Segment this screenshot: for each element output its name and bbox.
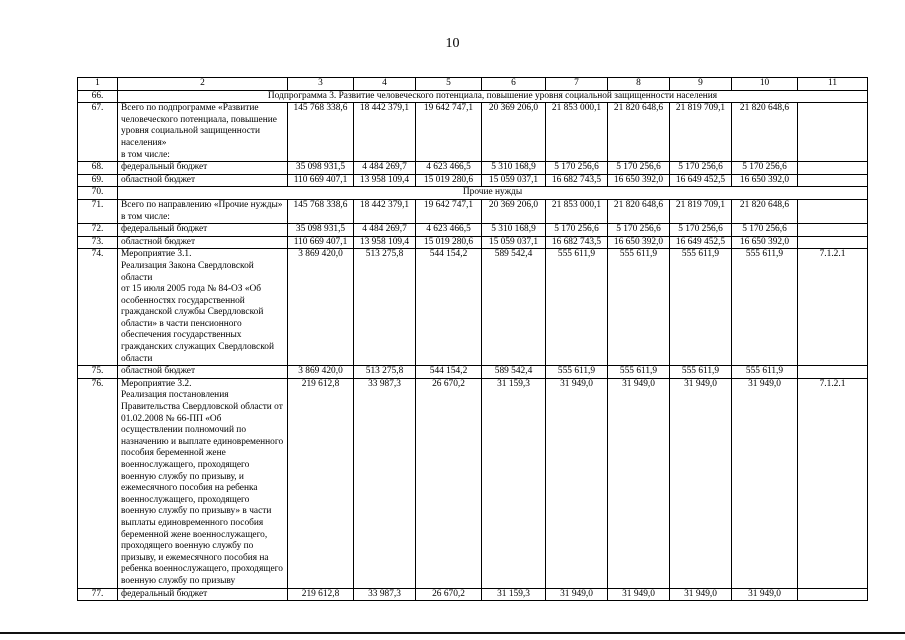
value-cell: 5 170 256,6 — [732, 162, 798, 175]
value-cell: 513 275,8 — [354, 249, 416, 366]
row-number: 77. — [78, 588, 118, 601]
label-cell — [118, 162, 288, 175]
value-cell: 15 019 280,6 — [416, 236, 482, 249]
value-cell: 18 442 379,1 — [354, 199, 416, 223]
table-row — [78, 199, 868, 223]
value-cell: 544 154,2 — [416, 249, 482, 366]
row-number: 74. — [78, 249, 118, 366]
value-cell: 555 611,9 — [732, 366, 798, 379]
value-cell: 544 154,2 — [416, 366, 482, 379]
value-cell: 16 650 392,0 — [608, 174, 670, 187]
value-cell: 16 649 452,5 — [670, 236, 732, 249]
code-cell — [798, 236, 868, 249]
value-cell: 5 310 168,9 — [482, 224, 546, 237]
value-cell: 219 612,8 — [288, 378, 354, 588]
value-cell: 4 623 466,5 — [416, 224, 482, 237]
header-cell: 10 — [732, 78, 798, 91]
value-cell: 5 170 256,6 — [732, 224, 798, 237]
value-cell: 16 682 743,5 — [546, 174, 608, 187]
value-cell: 5 170 256,6 — [546, 224, 608, 237]
section-title: Подпрограмма 3. Развитие человеческого потенциала, повышение уровня социальной защищенности населения — [118, 90, 868, 103]
value-cell: 5 170 256,6 — [670, 162, 732, 175]
label-cell — [118, 174, 288, 187]
value-cell: 35 098 931,5 — [288, 224, 354, 237]
value-cell: 15 059 037,1 — [482, 236, 546, 249]
row-number: 70. — [78, 187, 118, 200]
value-cell: 555 611,9 — [670, 249, 732, 366]
value-cell: 21 820 648,6 — [608, 103, 670, 162]
label-cell — [118, 378, 288, 588]
label-cell — [118, 236, 288, 249]
table-row — [78, 588, 868, 601]
value-cell: 31 949,0 — [608, 588, 670, 601]
table-row — [78, 174, 868, 187]
header-row — [78, 78, 868, 91]
value-cell: 589 542,4 — [482, 366, 546, 379]
header-cell: 5 — [416, 78, 482, 91]
code-cell — [798, 366, 868, 379]
value-cell: 5 170 256,6 — [546, 162, 608, 175]
value-cell: 21 820 648,6 — [732, 103, 798, 162]
label-cell — [118, 103, 288, 162]
value-cell: 3 869 420,0 — [288, 249, 354, 366]
value-cell: 555 611,9 — [608, 249, 670, 366]
code-cell: 7.1.2.1 — [798, 249, 868, 366]
value-cell: 21 820 648,6 — [732, 199, 798, 223]
row-number: 67. — [78, 103, 118, 162]
value-cell: 555 611,9 — [546, 249, 608, 366]
row-label: областной бюджет — [121, 366, 196, 377]
label-cell — [118, 224, 288, 237]
value-cell: 555 611,9 — [732, 249, 798, 366]
value-cell: 16 682 743,5 — [546, 236, 608, 249]
value-cell: 26 670,2 — [416, 378, 482, 588]
section-row — [78, 187, 868, 200]
value-cell: 3 869 420,0 — [288, 366, 354, 379]
table-row — [78, 378, 868, 588]
value-cell: 21 820 648,6 — [608, 199, 670, 223]
value-cell: 31 949,0 — [732, 588, 798, 601]
value-cell: 16 650 392,0 — [608, 236, 670, 249]
header-cell: 8 — [608, 78, 670, 91]
value-cell: 13 958 109,4 — [354, 174, 416, 187]
value-cell: 145 768 338,6 — [288, 199, 354, 223]
header-cell: 3 — [288, 78, 354, 91]
code-cell — [798, 174, 868, 187]
row-number: 69. — [78, 174, 118, 187]
value-cell: 16 650 392,0 — [732, 174, 798, 187]
value-cell: 110 669 407,1 — [288, 236, 354, 249]
row-number: 75. — [78, 366, 118, 379]
row-number: 68. — [78, 162, 118, 175]
value-cell: 35 098 931,5 — [288, 162, 354, 175]
value-cell: 21 819 709,1 — [670, 199, 732, 223]
table-row — [78, 224, 868, 237]
code-cell — [798, 199, 868, 223]
value-cell: 5 170 256,6 — [670, 224, 732, 237]
value-cell: 555 611,9 — [608, 366, 670, 379]
value-cell: 21 853 000,1 — [546, 199, 608, 223]
value-cell: 19 642 747,1 — [416, 103, 482, 162]
header-cell: 7 — [546, 78, 608, 91]
table-row — [78, 236, 868, 249]
header-cell: 4 — [354, 78, 416, 91]
value-cell: 15 059 037,1 — [482, 174, 546, 187]
value-cell: 31 949,0 — [546, 588, 608, 601]
section-row — [78, 90, 868, 103]
row-label: федеральный бюджет — [121, 224, 208, 235]
value-cell: 5 170 256,6 — [608, 224, 670, 237]
row-number: 66. — [78, 90, 118, 103]
value-cell: 110 669 407,1 — [288, 174, 354, 187]
row-label: областной бюджет — [121, 174, 196, 185]
label-cell — [118, 588, 288, 601]
value-cell: 18 442 379,1 — [354, 103, 416, 162]
value-cell: 589 542,4 — [482, 249, 546, 366]
row-number: 71. — [78, 199, 118, 223]
budget-table — [77, 77, 868, 601]
value-cell: 31 949,0 — [608, 378, 670, 588]
value-cell: 33 987,3 — [354, 378, 416, 588]
value-cell: 555 611,9 — [546, 366, 608, 379]
value-cell: 31 949,0 — [670, 378, 732, 588]
table-body — [78, 78, 868, 601]
header-cell: 2 — [118, 78, 288, 91]
row-label: Мероприятие 3.2. Реализация постановления Правительства Свердловской области от 01.02.2008 № 66-ПП «Об осуществлении полномочий по назначению и выплате единовременного пособия беременной жене военнослужащего, проходящего военную службу по призыву, и ежемесячного пособия на ребенка военнослужащего, проходящего военную службу по призыву» в части выплаты единовременного пособия беременной жене военнослужащего, проходящего военную службу по призыву, и ежемесячного пособия на ребенка военнослужащего, проходящего военную службу по призыву — [121, 378, 284, 586]
header-cell: 11 — [798, 78, 868, 91]
row-label: областной бюджет — [121, 236, 196, 247]
row-number: 73. — [78, 236, 118, 249]
code-cell — [798, 224, 868, 237]
page-number: 10 — [445, 36, 460, 51]
value-cell: 4 484 269,7 — [354, 162, 416, 175]
value-cell: 31 949,0 — [546, 378, 608, 588]
value-cell: 555 611,9 — [670, 366, 732, 379]
value-cell: 31 949,0 — [732, 378, 798, 588]
value-cell: 26 670,2 — [416, 588, 482, 601]
section-title: Прочие нужды — [118, 187, 868, 200]
value-cell: 145 768 338,6 — [288, 103, 354, 162]
value-cell: 33 987,3 — [354, 588, 416, 601]
row-label: Всего по направлению «Прочие нужды» в том числе: — [121, 199, 283, 222]
label-cell — [118, 199, 288, 223]
code-cell — [798, 162, 868, 175]
value-cell: 31 159,3 — [482, 378, 546, 588]
value-cell: 20 369 206,0 — [482, 199, 546, 223]
row-label: Мероприятие 3.1. Реализация Закона Свердловской области от 15 июля 2005 года № 84-ОЗ «Об особенностях государственной гражданской службы Свердловской области» в части пенсионного обеспечения государственных гражданских служащих Свердловской области — [121, 249, 274, 364]
table-row — [78, 366, 868, 379]
value-cell: 5 170 256,6 — [608, 162, 670, 175]
label-cell — [118, 249, 288, 366]
row-label: федеральный бюджет — [121, 162, 208, 173]
value-cell: 20 369 206,0 — [482, 103, 546, 162]
value-cell: 21 853 000,1 — [546, 103, 608, 162]
table-row — [78, 162, 868, 175]
value-cell: 16 649 452,5 — [670, 174, 732, 187]
code-cell — [798, 103, 868, 162]
scan-bottom-edge — [0, 632, 905, 634]
value-cell: 31 159,3 — [482, 588, 546, 601]
value-cell: 219 612,8 — [288, 588, 354, 601]
value-cell: 16 650 392,0 — [732, 236, 798, 249]
header-cell: 9 — [670, 78, 732, 91]
row-label: Всего по подпрограмме «Развитие человеческого потенциала, повышение уровня социальной защищенности населения» в том числе: — [121, 103, 277, 160]
value-cell: 19 642 747,1 — [416, 199, 482, 223]
row-label: федеральный бюджет — [121, 588, 208, 599]
table-row — [78, 249, 868, 366]
value-cell: 21 819 709,1 — [670, 103, 732, 162]
row-number: 76. — [78, 378, 118, 588]
value-cell: 31 949,0 — [670, 588, 732, 601]
header-cell: 6 — [482, 78, 546, 91]
code-cell — [798, 588, 868, 601]
table-row — [78, 103, 868, 162]
row-number: 72. — [78, 224, 118, 237]
value-cell: 5 310 168,9 — [482, 162, 546, 175]
value-cell: 15 019 280,6 — [416, 174, 482, 187]
value-cell: 4 623 466,5 — [416, 162, 482, 175]
header-cell: 1 — [78, 78, 118, 91]
value-cell: 513 275,8 — [354, 366, 416, 379]
label-cell — [118, 366, 288, 379]
value-cell: 4 484 269,7 — [354, 224, 416, 237]
value-cell: 13 958 109,4 — [354, 236, 416, 249]
code-cell: 7.1.2.1 — [798, 378, 868, 588]
